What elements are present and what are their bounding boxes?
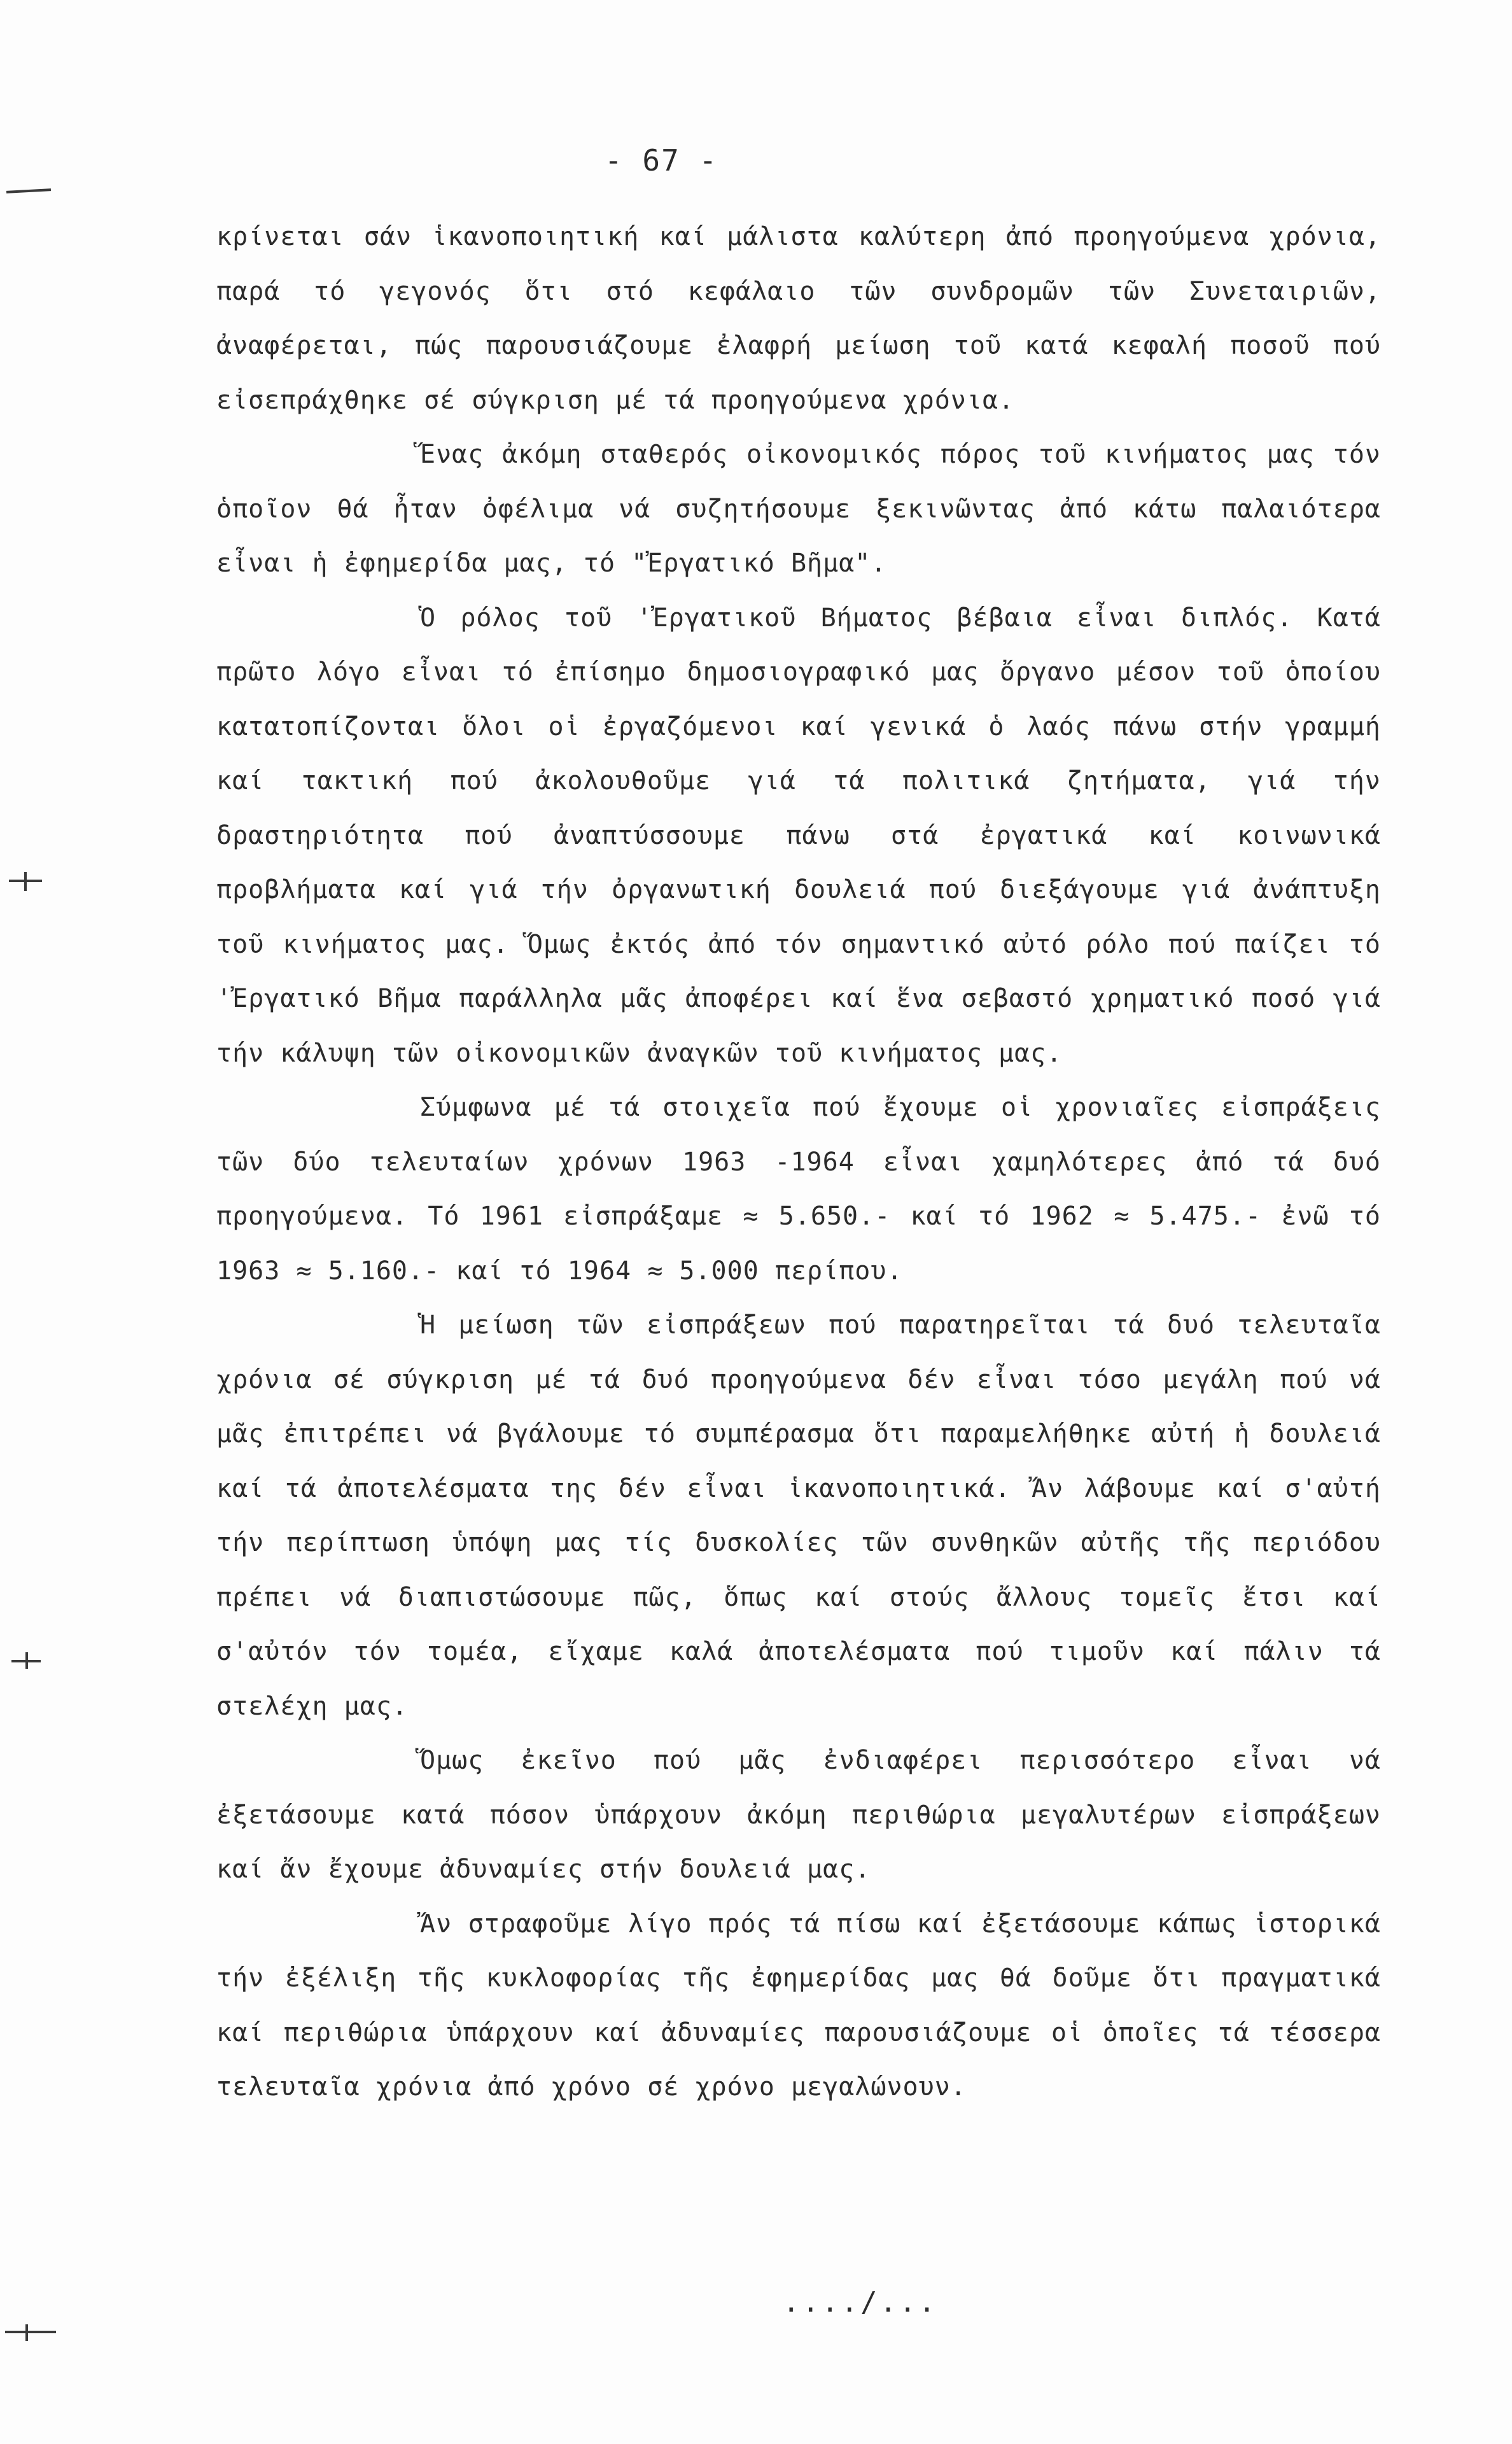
document-body — [216, 210, 1381, 2115]
paragraph: Σύμφωνα μέ τά στοιχεῖα πού ἔχουμε οἱ χρονιαῖες εἰσπράξεις τῶν δύο τελευταίων χρόνων 1963 -1964 εἶναι χαμηλότερες ἀπό τά δυό προηγούμενα. Τό 1961 εἰσπράξαμε ≈ 5.650.- καί τό 1962 ≈ 5.475.- ἐνῶ τό 1963 ≈ 5.160.- καί τό 1964 ≈ 5.000 περίπου. — [216, 1093, 1381, 1286]
continuation-mark: ..../... — [783, 2286, 938, 2319]
paragraph: κρίνεται σάν ἱκανοποιητική καί μάλιστα καλύτερη ἀπό προηγούμενα χρόνια, παρά τό γεγονός ὅτι στό κεφάλαιο τῶν συνδρομῶν τῶν Συνεταιριῶν, ἀναφέρεται, πώς παρουσιάζουμε ἐλαφρή μείωση τοῦ κατά κεφαλή ποσοῦ πού εἰσεπράχθηκε σέ σύγκριση μέ τά προηγούμενα χρόνια. — [216, 222, 1381, 415]
margin-mark — [5, 2331, 56, 2333]
paragraph: Ἕνας ἀκόμη σταθερός οἰκονομικός πόρος τοῦ κινήματος μας τόν ὁποῖον θά ἦταν ὀφέλιμα νά συζητήσουμε ξεκινῶντας ἀπό κάτω παλαιότερα εἶναι ἡ ἐφημερίδα μας, τό "Ἐργατικό Βῆμα". — [216, 440, 1381, 578]
margin-mark — [6, 188, 51, 193]
page-number: - 67 - — [605, 143, 718, 178]
paragraph: Ὁ ρόλος τοῦ 'Ἐργατικοῦ Βήματος βέβαια εἶναι διπλός. Κατά πρῶτο λόγο εἶναι τό ἐπίσημο δημοσιογραφικό μας ὄργανο μέσον τοῦ ὁποίου κατατοπίζονται ὅλοι οἱ ἐργαζόμενοι καί γενικά ὁ λαός πάνω στήν γραμμή καί τακτική πού ἀκολουθοῦμε γιά τά πολιτικά ζητήματα, γιά τήν δραστηριότητα πού ἀναπτύσσουμε πάνω στά ἐργατικά καί κοινωνικά προβλήματα καί γιά τήν ὀργανωτική δουλειά πού διεξάγουμε γιά ἀνάπτυξη τοῦ κινήματος μας. Ὅμως ἐκτός ἀπό τόν σημαντικό αὐτό ρόλο πού παίζει τό 'Ἐργατικό Βῆμα παράλληλα μᾶς ἀποφέρει καί ἕνα σεβαστό χρηματικό ποσό γιά τήν κάλυψη τῶν οἰκονομικῶν ἀναγκῶν τοῦ κινήματος μας. — [216, 603, 1381, 1068]
margin-mark — [25, 2324, 28, 2341]
margin-mark — [25, 1652, 28, 1669]
paragraph: Ἄν στραφοῦμε λίγο πρός τά πίσω καί ἐξετάσουμε κάπως ἱστορικά τήν ἐξέλιξη τῆς κυκλοφορίας τῆς ἐφημερίδας μας θά δοῦμε ὅτι πραγματικά καί περιθώρια ὑπάρχουν καί ἀδυναμίες παρουσιάζουμε οἱ ὁποῖες τά τέσσερα τελευταῖα χρόνια ἀπό χρόνο σέ χρόνο μεγαλώνουν. — [216, 1909, 1381, 2102]
margin-mark — [24, 872, 27, 891]
paragraph: Ἡ μείωση τῶν εἰσπράξεων πού παρατηρεῖται τά δυό τελευταῖα χρόνια σέ σύγκριση μέ τά δυό προηγούμενα δέν εἶναι τόσο μεγάλη πού νά μᾶς ἐπιτρέπει νά βγάλουμε τό συμπέρασμα ὅτι παραμελήθηκε αὐτή ἡ δουλειά καί τά ἀποτελέσματα της δέν εἶναι ἱκανοποιητικά. Ἄν λάβουμε καί σ'αὐτή τήν περίπτωση ὑπόψη μας τίς δυσκολίες τῶν συνθηκῶν αὐτῆς τῆς περιόδου πρέπει νά διαπιστώσουμε πῶς, ὅπως καί στούς ἄλλους τομεῖς ἔτσι καί σ'αὐτόν τόν τομέα, εἴχαμε καλά ἀποτελέσματα πού τιμοῦν καί πάλιν τά στελέχη μας. — [216, 1310, 1381, 1721]
paragraph: Ὅμως ἐκεῖνο πού μᾶς ἐνδιαφέρει περισσότερο εἶναι νά ἐξετάσουμε κατά πόσον ὑπάρχουν ἀκόμη περιθώρια μεγαλυτέρων εἰσπράξεων καί ἄν ἔχουμε ἀδυναμίες στήν δουλειά μας. — [216, 1746, 1381, 1884]
